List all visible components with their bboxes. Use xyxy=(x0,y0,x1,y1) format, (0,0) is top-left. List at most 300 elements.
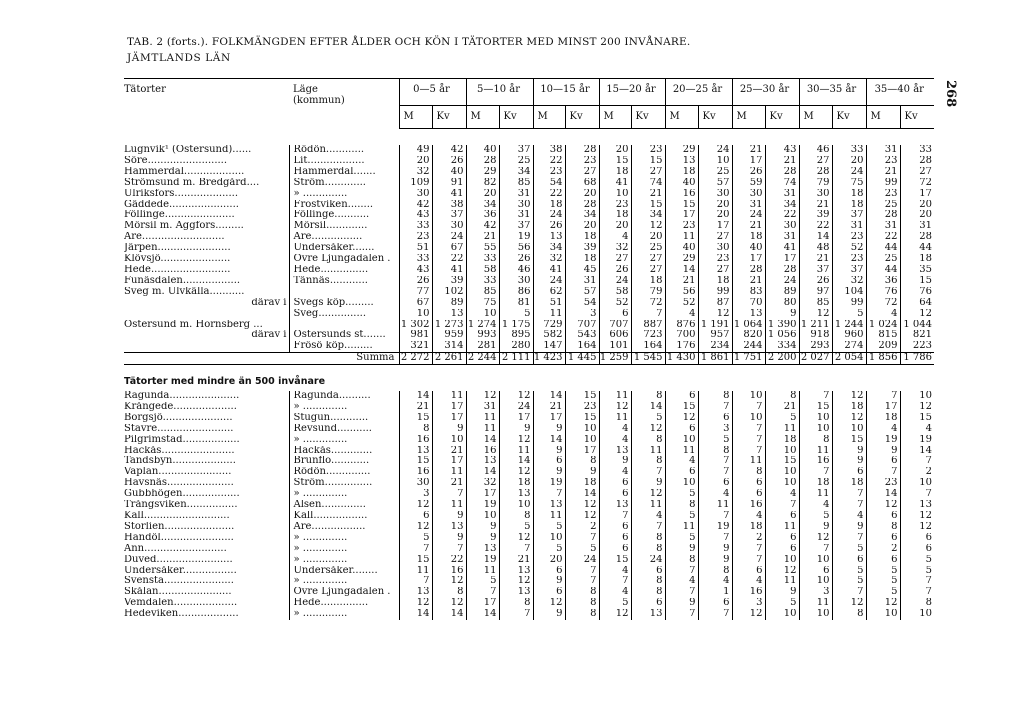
value-cell: 20 xyxy=(900,200,934,211)
value-cell: 29 xyxy=(665,254,698,265)
value-cell: 23 xyxy=(565,402,599,413)
value-cell: 10 xyxy=(900,609,934,620)
value-cell: 9 xyxy=(499,424,533,435)
lage-kommun: Östersunds st....... xyxy=(289,330,399,341)
value-cell: 33 xyxy=(399,254,432,265)
summa-value: 1 430 xyxy=(665,353,698,365)
summa-value: 2 054 xyxy=(832,353,866,365)
value-cell: 7 xyxy=(698,609,732,620)
value-cell: 4 xyxy=(599,587,631,598)
value-cell: 7 xyxy=(732,435,765,446)
value-cell: 12 xyxy=(565,500,599,511)
value-cell: 10 xyxy=(799,413,832,424)
value-cell: 38 xyxy=(533,145,565,156)
value-cell: 16 xyxy=(399,435,432,446)
value-cell: 44 xyxy=(900,243,934,254)
value-cell: 9 xyxy=(832,522,866,533)
lage-kommun: Åre................. xyxy=(289,522,399,533)
value-cell: 17 xyxy=(732,254,765,265)
value-cell: 6 xyxy=(832,467,866,478)
value-cell: 13 xyxy=(665,156,698,167)
summa-value: 1 861 xyxy=(698,353,732,365)
table-row xyxy=(124,265,934,276)
value-cell: 22 xyxy=(533,156,565,167)
lage-kommun: Åre................ xyxy=(289,232,399,243)
value-cell: 1 390 xyxy=(765,320,799,331)
value-cell: 20 xyxy=(698,200,732,211)
value-cell: 6 xyxy=(799,566,832,577)
table-row xyxy=(124,587,934,598)
value-cell: 89 xyxy=(432,298,466,309)
value-cell: 13 xyxy=(399,587,432,598)
tatort-name: Ånn.......................... xyxy=(124,543,227,554)
value-cell: 5 xyxy=(399,533,432,544)
value-cell: 9 xyxy=(665,598,698,609)
value-cell: 17 xyxy=(732,156,765,167)
value-cell: 20 xyxy=(631,232,665,243)
value-cell: 11 xyxy=(665,522,698,533)
value-cell: 12 xyxy=(631,221,665,232)
value-cell: 147 xyxy=(533,341,565,352)
value-cell: 85 xyxy=(466,287,499,298)
value-cell: 12 xyxy=(499,435,533,446)
value-cell: 6 xyxy=(866,533,900,544)
value-cell: 25 xyxy=(698,167,732,178)
value-cell: 15 xyxy=(900,413,934,424)
value-cell: 14 xyxy=(432,609,466,620)
value-cell: 14 xyxy=(665,265,698,276)
value-cell: 1 175 xyxy=(499,320,533,331)
lage-kommun: Hackås............. xyxy=(289,446,399,457)
value-cell: 34 xyxy=(765,200,799,211)
value-cell: 12 xyxy=(799,309,832,320)
value-cell: 15 xyxy=(599,156,631,167)
value-cell: 11 xyxy=(765,424,799,435)
value-cell: 9 xyxy=(698,544,732,555)
value-cell: 8 xyxy=(732,467,765,478)
value-cell: 25 xyxy=(866,200,900,211)
value-cell: 334 xyxy=(765,341,799,352)
summa-value: 1 259 xyxy=(599,353,631,365)
value-cell: 18 xyxy=(832,478,866,489)
value-cell: 7 xyxy=(832,533,866,544)
value-cell: 6 xyxy=(698,598,732,609)
value-cell: 24 xyxy=(499,402,533,413)
table-row xyxy=(124,287,934,298)
value-cell: 8 xyxy=(631,576,665,587)
table-row xyxy=(124,478,934,489)
value-cell: 17 xyxy=(533,413,565,424)
table-row xyxy=(124,609,934,620)
table-row xyxy=(124,456,934,467)
value-cell: 14 xyxy=(533,391,565,402)
value-cell: 5 xyxy=(832,576,866,587)
table-row xyxy=(124,576,934,587)
value-cell: 13 xyxy=(900,500,934,511)
lage-kommun: Undersåker........ xyxy=(289,566,399,577)
header-men: M xyxy=(599,106,631,129)
value-cell: 40 xyxy=(665,178,698,189)
lage-kommun: Frostviken........ xyxy=(289,200,399,211)
value-cell: 31 xyxy=(832,221,866,232)
value-cell: 7 xyxy=(698,533,732,544)
value-cell: 1 191 xyxy=(698,320,732,331)
table-row xyxy=(124,210,934,221)
value-cell: 11 xyxy=(599,391,631,402)
value-cell: 24 xyxy=(533,276,565,287)
table-row xyxy=(124,330,934,341)
table-row xyxy=(124,500,934,511)
value-cell: 7 xyxy=(732,544,765,555)
value-cell: 46 xyxy=(799,145,832,156)
summa-value: 1 423 xyxy=(533,353,565,365)
value-cell: 11 xyxy=(533,511,565,522)
summa-value: 2 200 xyxy=(765,353,799,365)
value-cell: 30 xyxy=(499,200,533,211)
tatort-name: Funäsdalen.................. xyxy=(124,275,241,286)
value-cell: 5 xyxy=(832,566,866,577)
value-cell: 13 xyxy=(432,522,466,533)
header-women: Kv xyxy=(765,106,799,129)
value-cell: 11 xyxy=(799,489,832,500)
value-cell: 31 xyxy=(499,189,533,200)
value-cell: 6 xyxy=(665,467,698,478)
value-cell: 97 xyxy=(799,287,832,298)
value-cell: 16 xyxy=(732,587,765,598)
header-age-group: 20—25 år xyxy=(665,79,732,106)
lage-kommun: » .............. xyxy=(289,435,399,446)
value-cell: 4 xyxy=(866,424,900,435)
value-cell: 14 xyxy=(399,609,432,620)
tatort-name: Vemdalen.................... xyxy=(124,598,238,609)
value-cell: 4 xyxy=(665,456,698,467)
value-cell: 8 xyxy=(631,544,665,555)
value-cell: 24 xyxy=(698,145,732,156)
value-cell: 21 xyxy=(466,232,499,243)
value-cell: 9 xyxy=(832,446,866,457)
value-cell: 15 xyxy=(900,276,934,287)
value-cell: 15 xyxy=(765,456,799,467)
header-women: Kv xyxy=(499,106,533,129)
value-cell: 887 xyxy=(631,320,665,331)
value-cell: 18 xyxy=(599,210,631,221)
lage-kommun: Svegs köp......... xyxy=(289,298,399,309)
value-cell: 14 xyxy=(565,489,599,500)
value-cell: 234 xyxy=(698,341,732,352)
value-cell: 14 xyxy=(799,232,832,243)
value-cell: 82 xyxy=(466,178,499,189)
value-cell: 9 xyxy=(665,544,698,555)
tatort-name: Mörsil m. Äggfors......... xyxy=(124,221,244,232)
value-cell: 67 xyxy=(432,243,466,254)
tatort-name: Hede......................... xyxy=(124,264,231,275)
value-cell: 26 xyxy=(732,167,765,178)
table-row xyxy=(124,156,934,167)
tatort-name: Ulriksfors.................... xyxy=(124,188,239,199)
value-cell: 8 xyxy=(866,522,900,533)
value-cell: 14 xyxy=(533,435,565,446)
tatort-name: Storlien...................... xyxy=(124,521,235,532)
value-cell: 11 xyxy=(432,391,466,402)
value-cell: 14 xyxy=(631,402,665,413)
value-cell: 223 xyxy=(900,341,934,352)
value-cell: 19 xyxy=(466,500,499,511)
value-cell: 15 xyxy=(832,435,866,446)
value-cell: 17 xyxy=(466,489,499,500)
value-cell: 723 xyxy=(631,330,665,341)
table-row xyxy=(124,467,934,478)
value-cell: 39 xyxy=(565,243,599,254)
value-cell: 7 xyxy=(765,500,799,511)
value-cell: 5 xyxy=(866,576,900,587)
lage-kommun: Ström............... xyxy=(289,478,399,489)
value-cell: 6 xyxy=(533,587,565,598)
value-cell: 102 xyxy=(432,287,466,298)
value-cell: 22 xyxy=(799,221,832,232)
value-cell: 59 xyxy=(732,178,765,189)
value-cell: 12 xyxy=(799,533,832,544)
value-cell: 8 xyxy=(631,456,665,467)
value-cell: 7 xyxy=(599,576,631,587)
value-cell: 26 xyxy=(599,265,631,276)
value-cell: 7 xyxy=(565,576,599,587)
table-row xyxy=(124,489,934,500)
table-row xyxy=(124,522,934,533)
value-cell: 6 xyxy=(631,566,665,577)
value-cell: 15 xyxy=(399,413,432,424)
value-cell: 28 xyxy=(732,265,765,276)
value-cell: 1 xyxy=(698,587,732,598)
value-cell: 83 xyxy=(732,287,765,298)
value-cell: 4 xyxy=(732,576,765,587)
value-cell: 76 xyxy=(900,287,934,298)
header-age-group: 0—5 år xyxy=(399,79,466,106)
table-row xyxy=(124,309,934,320)
value-cell: 14 xyxy=(499,456,533,467)
lage-kommun xyxy=(289,287,399,298)
value-cell: 13 xyxy=(499,566,533,577)
value-cell: 209 xyxy=(866,341,900,352)
value-cell: 5 xyxy=(698,435,732,446)
table-row xyxy=(124,320,934,331)
value-cell: 5 xyxy=(665,489,698,500)
value-cell: 21 xyxy=(765,402,799,413)
value-cell: 15 xyxy=(799,402,832,413)
value-cell: 5 xyxy=(832,544,866,555)
value-cell: 21 xyxy=(432,478,466,489)
value-cell: 39 xyxy=(432,276,466,287)
value-cell: 11 xyxy=(631,446,665,457)
lage-kommun: Tännäs............ xyxy=(289,276,399,287)
value-cell: 5 xyxy=(765,598,799,609)
value-cell: 72 xyxy=(900,178,934,189)
tatort-name: Sveg m. Ulvkälla........... xyxy=(124,286,245,297)
value-cell: 4 xyxy=(698,489,732,500)
tatort-name: Borgsjö...................... xyxy=(124,412,233,423)
value-cell: 12 xyxy=(866,598,900,609)
value-cell: 9 xyxy=(466,533,499,544)
value-cell: 8 xyxy=(565,587,599,598)
value-cell: 15 xyxy=(565,391,599,402)
value-cell: 11 xyxy=(665,446,698,457)
value-cell: 6 xyxy=(399,511,432,522)
value-cell: 37 xyxy=(499,145,533,156)
value-cell: 7 xyxy=(900,456,934,467)
value-cell: 26 xyxy=(799,276,832,287)
value-cell: 13 xyxy=(499,489,533,500)
value-cell: 10 xyxy=(399,309,432,320)
value-cell: 12 xyxy=(565,511,599,522)
value-cell: 11 xyxy=(533,309,565,320)
value-cell: 7 xyxy=(466,587,499,598)
value-cell: 4 xyxy=(599,467,631,478)
value-cell: 8 xyxy=(698,391,732,402)
value-cell: 37 xyxy=(499,221,533,232)
value-cell: 19 xyxy=(466,555,499,566)
value-cell: 21 xyxy=(665,276,698,287)
value-cell: 6 xyxy=(732,478,765,489)
value-cell: 43 xyxy=(399,265,432,276)
lage-kommun: » .............. xyxy=(289,489,399,500)
value-cell: 24 xyxy=(832,167,866,178)
value-cell: 7 xyxy=(631,522,665,533)
value-cell: 41 xyxy=(432,189,466,200)
tatort-name: Hackås....................... xyxy=(124,445,235,456)
value-cell: 10 xyxy=(799,555,832,566)
header-men: M xyxy=(399,106,432,129)
value-cell: 101 xyxy=(599,341,631,352)
value-cell: 12 xyxy=(631,424,665,435)
table-row xyxy=(124,544,934,555)
header-lage: Läge (kommun) xyxy=(289,79,399,129)
value-cell: 85 xyxy=(499,178,533,189)
value-cell: 3 xyxy=(565,309,599,320)
value-cell: 37 xyxy=(832,265,866,276)
value-cell: 33 xyxy=(900,145,934,156)
value-cell: 32 xyxy=(599,243,631,254)
lage-kommun: Hede............... xyxy=(289,598,399,609)
value-cell: 10 xyxy=(732,413,765,424)
value-cell: 274 xyxy=(832,341,866,352)
lage-kommun: Sveg............... xyxy=(289,309,399,320)
table-row xyxy=(124,413,934,424)
value-cell: 31 xyxy=(866,145,900,156)
value-cell: 5 xyxy=(565,544,599,555)
value-cell: 17 xyxy=(432,402,466,413)
value-cell: 79 xyxy=(799,178,832,189)
value-cell: 7 xyxy=(698,456,732,467)
value-cell: 13 xyxy=(466,544,499,555)
value-cell: 314 xyxy=(432,341,466,352)
value-cell: 37 xyxy=(432,210,466,221)
page-number: 268 xyxy=(943,80,958,108)
value-cell: 8 xyxy=(900,598,934,609)
value-cell: 62 xyxy=(533,287,565,298)
value-cell: 821 xyxy=(900,330,934,341)
value-cell: 14 xyxy=(466,609,499,620)
value-cell: 10 xyxy=(732,391,765,402)
value-cell: 820 xyxy=(732,330,765,341)
table-subtitle: JÄMTLANDS LÄN xyxy=(127,52,231,64)
tatort-name: Strömsund m. Bredgård.... xyxy=(124,177,260,188)
value-cell: 12 xyxy=(432,598,466,609)
value-cell: 34 xyxy=(466,200,499,211)
value-cell: 33 xyxy=(466,276,499,287)
value-cell: 6 xyxy=(698,413,732,424)
value-cell: 18 xyxy=(732,232,765,243)
value-cell: 4 xyxy=(599,435,631,446)
value-cell: 12 xyxy=(698,309,732,320)
value-cell: 12 xyxy=(665,413,698,424)
summa-value: 1 545 xyxy=(631,353,665,365)
value-cell: 9 xyxy=(799,522,832,533)
value-cell: 7 xyxy=(698,467,732,478)
value-cell: 5 xyxy=(466,576,499,587)
value-cell: 20 xyxy=(399,156,432,167)
value-cell: 15 xyxy=(565,413,599,424)
tatort-name: Järpen....................... xyxy=(124,243,231,254)
value-cell: 17 xyxy=(665,210,698,221)
value-cell: 6 xyxy=(599,489,631,500)
header-men: M xyxy=(466,106,499,129)
value-cell: 41 xyxy=(432,265,466,276)
value-cell: 9 xyxy=(698,555,732,566)
value-cell: 293 xyxy=(799,341,832,352)
value-cell: 23 xyxy=(599,200,631,211)
tatort-name: Tandsbyn.................... xyxy=(124,456,236,467)
value-cell: 7 xyxy=(565,566,599,577)
value-cell: 31 xyxy=(499,210,533,221)
value-cell: 12 xyxy=(631,489,665,500)
header-men: M xyxy=(533,106,565,129)
value-cell: 1 302 xyxy=(399,320,432,331)
value-cell: 48 xyxy=(799,243,832,254)
value-cell: 9 xyxy=(765,587,799,598)
value-cell: 11 xyxy=(466,413,499,424)
value-cell: 960 xyxy=(832,330,866,341)
table-row xyxy=(124,555,934,566)
lage-kommun: Övre Ljungadalen . xyxy=(289,587,399,598)
value-cell: 28 xyxy=(565,145,599,156)
value-cell: 5 xyxy=(499,309,533,320)
value-cell: 23 xyxy=(399,232,432,243)
value-cell: 29 xyxy=(665,145,698,156)
value-cell: 27 xyxy=(698,232,732,243)
summa-row xyxy=(124,353,934,365)
table-row xyxy=(124,402,934,413)
value-cell: 876 xyxy=(665,320,698,331)
lage-kommun: » .............. xyxy=(289,576,399,587)
value-cell: 7 xyxy=(565,533,599,544)
value-cell: 4 xyxy=(599,424,631,435)
value-cell: 164 xyxy=(565,341,599,352)
lage-kommun: Rödön............ xyxy=(289,145,399,156)
value-cell: 28 xyxy=(900,232,934,243)
value-cell: 10 xyxy=(799,609,832,620)
table-row xyxy=(124,221,934,232)
value-cell: 12 xyxy=(499,533,533,544)
value-cell: 9 xyxy=(533,576,565,587)
tatort-name: därav i xyxy=(251,297,287,308)
lage-kommun: Lit.................. xyxy=(289,156,399,167)
value-cell: 27 xyxy=(900,167,934,178)
value-cell: 8 xyxy=(565,456,599,467)
tatort-name xyxy=(124,341,289,352)
section-heading-small: Tätorter med mindre än 500 invånare xyxy=(124,376,326,388)
value-cell: 6 xyxy=(900,544,934,555)
value-cell: 89 xyxy=(765,287,799,298)
value-cell: 13 xyxy=(533,232,565,243)
